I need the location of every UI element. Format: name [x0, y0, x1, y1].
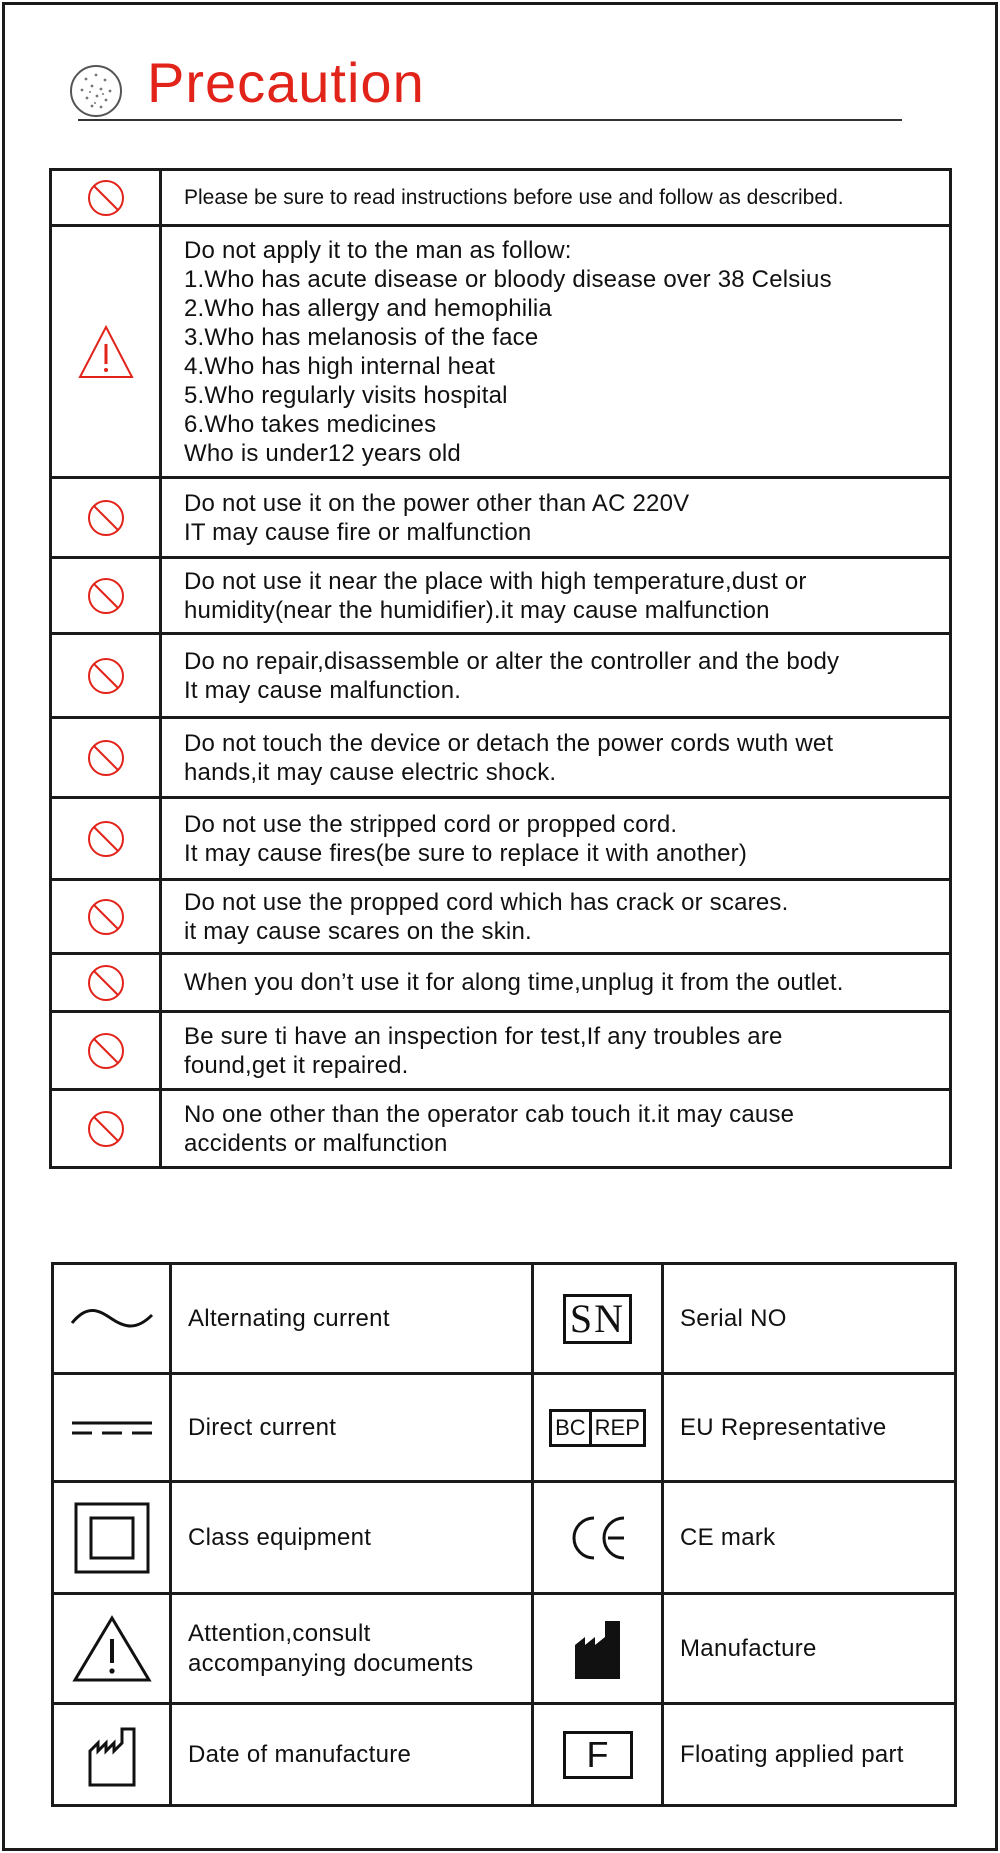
symbol-label [663, 1374, 956, 1482]
serial-number-icon [563, 1294, 632, 1344]
precaution-row [51, 1012, 951, 1090]
precaution-line: No one other than the operator cab touch it.it may cause [184, 1100, 795, 1128]
symbol-icon-cell [53, 1482, 171, 1594]
header [64, 48, 902, 123]
symbol-row [53, 1482, 956, 1594]
prohibition-icon [86, 576, 126, 616]
symbol-label-line: accompanying documents [188, 1649, 474, 1677]
precaution-text [161, 880, 951, 954]
prohibition-icon [86, 1109, 126, 1149]
symbol-icon-cell [53, 1374, 171, 1482]
precaution-icon-cell [51, 558, 161, 634]
precaution-text [161, 634, 951, 718]
precaution-icon-cell [51, 880, 161, 954]
precaution-row [51, 798, 951, 880]
symbol-label-line: Direct current [188, 1413, 337, 1441]
precaution-icon-cell [51, 170, 161, 226]
precaution-row [51, 558, 951, 634]
prohibition-icon [86, 498, 126, 538]
symbol-label [663, 1704, 956, 1806]
precaution-line: humidity(near the humidifier).it may cause malfunction [184, 596, 770, 624]
precaution-line: When you don’t use it for along time,unplug it from the outlet. [184, 969, 844, 996]
precaution-line: accidents or malfunction [184, 1129, 448, 1157]
precaution-row [51, 954, 951, 1012]
precaution-line: Please be sure to read instructions before use and follow as described. [184, 186, 844, 209]
precaution-text [161, 170, 951, 226]
precaution-icon-cell [51, 954, 161, 1012]
symbol-icon-cell [533, 1704, 663, 1806]
title-underline [78, 119, 902, 121]
precaution-line: 6.Who takes medicines [184, 410, 437, 438]
page-title: Precaution [147, 51, 425, 114]
precaution-row [51, 880, 951, 954]
precaution-line: Do not apply it to the man as follow: [184, 236, 572, 264]
symbol-label-line: Alternating current [188, 1304, 390, 1332]
manufacturer-icon [572, 1617, 624, 1681]
precaution-text [161, 226, 951, 478]
symbol-icon-cell [53, 1264, 171, 1374]
prohibition-icon [86, 897, 126, 937]
prohibition-icon [86, 963, 126, 1003]
symbol-label [663, 1264, 956, 1374]
symbol-label-line: Date of manufacture [188, 1740, 412, 1768]
precaution-line: 2.Who has allergy and hemophilia [184, 294, 552, 322]
prohibition-icon [86, 1031, 126, 1071]
symbol-row [53, 1264, 956, 1374]
precaution-line: Do not use it on the power other than AC 220V [184, 489, 690, 517]
symbol-label [663, 1594, 956, 1704]
rep-label: REP [589, 1412, 643, 1444]
ec-label: BC [555, 1414, 586, 1440]
precaution-line: Who is under12 years old [184, 439, 461, 467]
eu-representative-icon [549, 1409, 646, 1447]
symbol-label [171, 1594, 533, 1704]
precaution-line: 1.Who has acute disease or bloody disease over 38 Celsius [184, 265, 832, 293]
floating-part-letter: F [586, 1733, 609, 1775]
symbol-label-line: Floating applied part [680, 1740, 904, 1768]
ce-mark-icon [566, 1514, 630, 1562]
symbol-icon-cell [53, 1704, 171, 1806]
symbol-label-line: CE mark [680, 1523, 776, 1551]
precaution-line: It may cause malfunction. [184, 676, 462, 704]
precaution-line: 3.Who has melanosis of the face [184, 323, 539, 351]
symbol-label [171, 1264, 533, 1374]
symbol-label-line: Class equipment [188, 1523, 372, 1551]
dotted-circle-logo-icon [68, 63, 124, 119]
precaution-text [161, 558, 951, 634]
symbol-row [53, 1374, 956, 1482]
precaution-line: IT may cause fire or malfunction [184, 518, 532, 546]
direct-current-icon [70, 1418, 154, 1438]
precaution-line: it may cause scares on the skin. [184, 917, 532, 945]
precaution-line: 5.Who regularly visits hospital [184, 381, 508, 409]
precaution-line: Be sure ti have an inspection for test,If any troubles are [184, 1022, 783, 1050]
symbol-icon-cell [533, 1264, 663, 1374]
symbol-label [663, 1482, 956, 1594]
prohibition-icon [86, 656, 126, 696]
symbol-label [171, 1374, 533, 1482]
precaution-table [49, 168, 952, 1169]
prohibition-icon [86, 178, 126, 218]
symbol-label-line: Manufacture [680, 1634, 817, 1662]
symbol-row [53, 1594, 956, 1704]
precaution-line: Do not use the stripped cord or propped cord. [184, 810, 678, 838]
warning-triangle-icon [77, 324, 135, 380]
symbol-label [171, 1704, 533, 1806]
floating-applied-part-icon [563, 1731, 633, 1779]
precaution-line: hands,it may cause electric shock. [184, 758, 557, 786]
serial-number-text: SN [569, 1295, 626, 1341]
precaution-text [161, 954, 951, 1012]
symbol-label-line: Attention,consult [188, 1619, 371, 1647]
precaution-row [51, 1090, 951, 1168]
precaution-line: Do no repair,disassemble or alter the controller and the body [184, 647, 840, 675]
prohibition-icon [86, 819, 126, 859]
symbol-icon-cell [533, 1374, 663, 1482]
precaution-row [51, 478, 951, 558]
precaution-text [161, 718, 951, 798]
precaution-icon-cell [51, 634, 161, 718]
symbol-row [53, 1704, 956, 1806]
attention-triangle-icon [72, 1615, 152, 1683]
alternating-current-icon [70, 1307, 154, 1331]
precaution-text [161, 1012, 951, 1090]
precaution-row [51, 634, 951, 718]
precaution-text [161, 798, 951, 880]
symbol-legend-table [51, 1262, 957, 1807]
precaution-icon-cell [51, 798, 161, 880]
symbol-label-line: EU Representative [680, 1413, 887, 1441]
symbol-icon-cell [53, 1594, 171, 1704]
precaution-line: 4.Who has high internal heat [184, 352, 496, 380]
precaution-icon-cell [51, 1090, 161, 1168]
precaution-text [161, 1090, 951, 1168]
precaution-line: Do not use the propped cord which has crack or scares. [184, 888, 789, 916]
symbol-icon-cell [533, 1594, 663, 1704]
precaution-text [161, 478, 951, 558]
symbol-icon-cell [533, 1482, 663, 1594]
precaution-row [51, 226, 951, 478]
symbol-label-line: Serial NO [680, 1304, 787, 1332]
precaution-icon-cell [51, 718, 161, 798]
precaution-icon-cell [51, 226, 161, 478]
precaution-icon-cell [51, 1012, 161, 1090]
precaution-line: Do not use it near the place with high temperature,dust or [184, 567, 807, 595]
class-equipment-icon [74, 1502, 150, 1574]
precaution-line: It may cause fires(be sure to replace it with another) [184, 839, 748, 867]
precaution-icon-cell [51, 478, 161, 558]
symbol-label [171, 1482, 533, 1594]
prohibition-icon [86, 738, 126, 778]
precaution-row [51, 718, 951, 798]
precaution-row [51, 170, 951, 226]
precaution-line: found,get it repaired. [184, 1051, 409, 1079]
date-of-manufacture-icon [86, 1723, 138, 1787]
precaution-line: Do not touch the device or detach the power cords wuth wet [184, 729, 834, 757]
